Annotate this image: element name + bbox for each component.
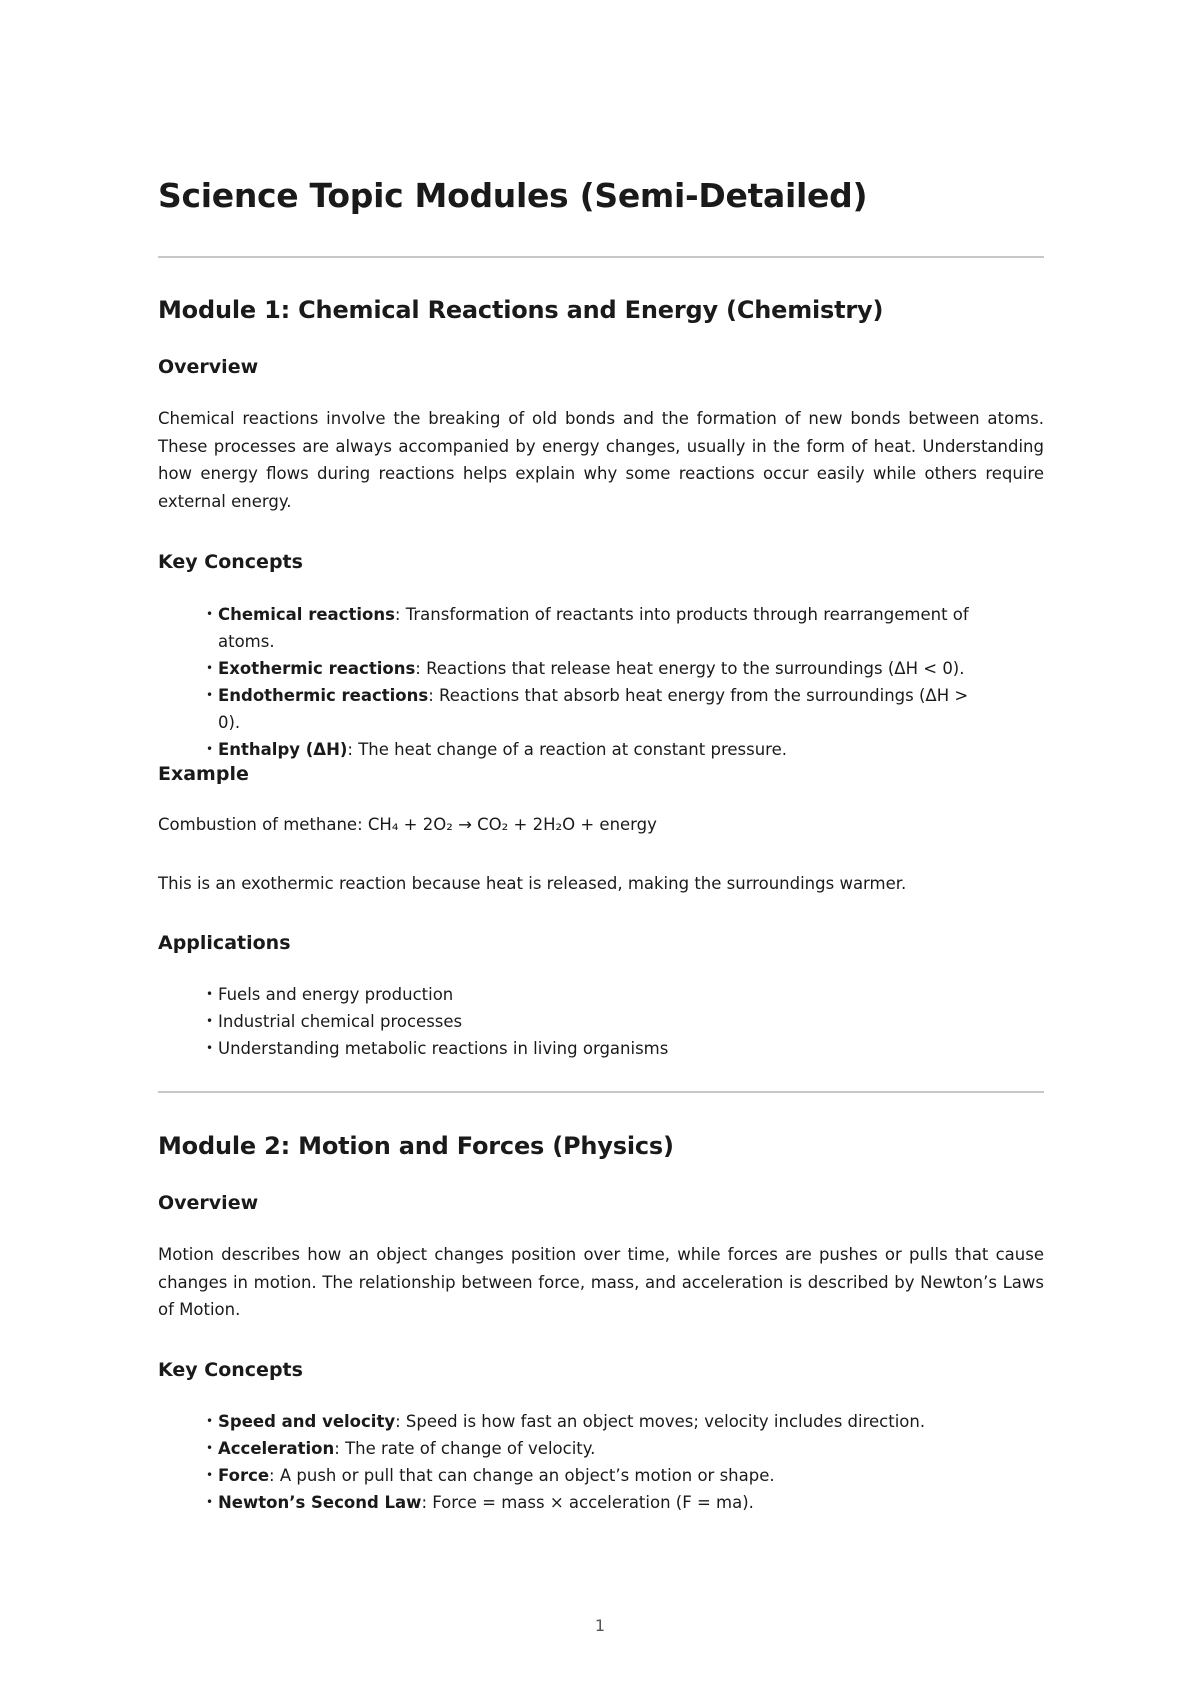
module-1-overview-text: Chemical reactions involve the breaking of old bonds and the formation of new bonds between atoms. These processes are always accompanied by energy changes, usually in the form of heat. Understanding how energy flows during reactions helps explain why some reactions occur easily while others require external energy. (158, 409, 1044, 511)
concept-term: Endothermic reactions (218, 686, 429, 705)
module-2-concepts-list (158, 1408, 982, 1516)
concept-text: : Force = mass × acceleration (F = ma). (421, 1493, 754, 1512)
module-1-heading: Module 1: Chemical Reactions and Energy (Chemistry) (158, 296, 884, 324)
list-item: • Industrial chemical processes (218, 1008, 982, 1035)
list-item (218, 736, 982, 763)
list-item (218, 1489, 982, 1516)
module-2-overview-heading: Overview (158, 1192, 259, 1214)
concept-text: : A push or pull that can change an object’s motion or shape. (269, 1466, 775, 1485)
concept-text: : Reactions that absorb heat energy from the surroundings (ΔH > 0). (218, 686, 969, 732)
module-1-overview-heading: Overview (158, 356, 259, 378)
page-number: 1 (594, 1616, 606, 1635)
divider (158, 1091, 1044, 1093)
list-item (218, 682, 982, 736)
concept-term: Acceleration (218, 1439, 335, 1458)
concept-term: Exothermic reactions (218, 659, 416, 678)
concept-term: Speed and velocity (218, 1412, 396, 1431)
concept-text: : Speed is how fast an object moves; velocity includes direction. (395, 1412, 926, 1431)
module-2-heading: Module 2: Motion and Forces (Physics) (158, 1132, 674, 1160)
list-item (218, 1462, 982, 1489)
list-item (218, 1435, 982, 1462)
concept-text: : Reactions that release heat energy to the surroundings (ΔH < 0). (415, 659, 965, 678)
list-item: • Fuels and energy production (218, 981, 982, 1008)
concept-term: Force (218, 1466, 270, 1485)
module-1-example-heading: Example (158, 763, 249, 785)
module-1-concepts-list (158, 601, 982, 763)
concept-text: : The rate of change of velocity. (334, 1439, 596, 1458)
module-1-applications-heading: Applications (158, 932, 291, 954)
module-1-example-note: This is an exothermic reaction because heat is released, making the surroundings warmer. (158, 874, 907, 893)
concept-term: Chemical reactions (218, 605, 395, 624)
concept-term: Newton’s Second Law (218, 1493, 422, 1512)
divider (158, 256, 1044, 258)
page-title: Science Topic Modules (Semi-Detailed) (158, 176, 868, 215)
concept-term: Enthalpy (ΔH) (218, 740, 348, 759)
list-item (218, 601, 982, 655)
concept-text: : Transformation of reactants into products through rearrangement of atoms. (218, 605, 969, 651)
module-2-overview-text: Motion describes how an object changes position over time, while forces are pushes or pulls that cause changes in motion. The relationship between force, mass, and acceleration is described by Newton’s Laws of Motion. (158, 1245, 1044, 1319)
list-item: • Understanding metabolic reactions in living organisms (218, 1035, 982, 1062)
list-item (218, 655, 982, 682)
module-2-concepts-heading: Key Concepts (158, 1359, 303, 1381)
module-1-example-equation: Combustion of methane: CH₄ + 2O₂ → CO₂ + 2H₂O + energy (158, 815, 657, 834)
concept-text: : The heat change of a reaction at constant pressure. (347, 740, 787, 759)
list-item (218, 1408, 982, 1435)
module-1-applications-list (158, 981, 982, 1062)
module-1-concepts-heading: Key Concepts (158, 551, 303, 573)
